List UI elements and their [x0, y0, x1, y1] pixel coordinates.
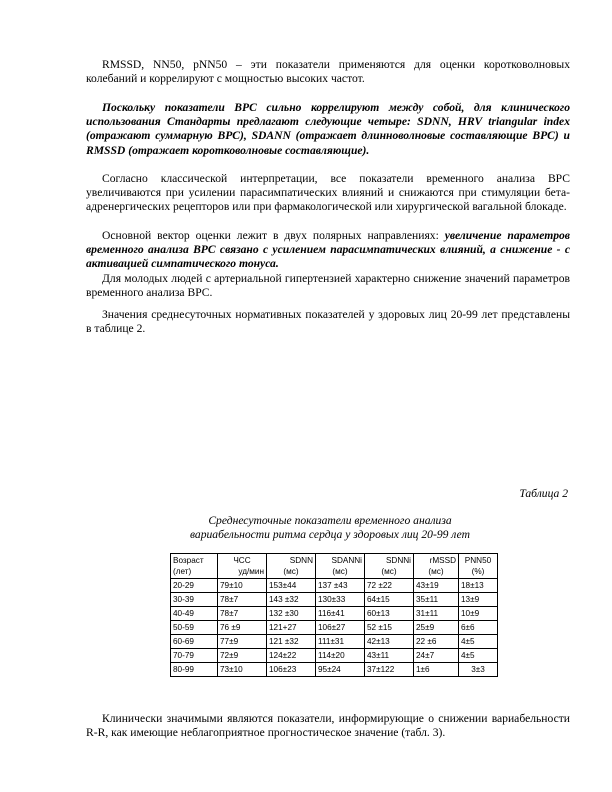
table-cell: 80-99 [171, 663, 218, 677]
table-cell: 77±9 [218, 635, 267, 649]
hrv-norms-table [170, 553, 498, 677]
table-cell: 72±9 [218, 649, 267, 663]
table-row [171, 663, 498, 677]
table-cell: 64±15 [365, 593, 414, 607]
table-cell: 78±7 [218, 607, 267, 621]
paragraph-clinical: Клинически значимыми являются показатели, информирующие о снижении вариабельности R-R, как имеющие неблагоприятное прогностическое значение (табл. 3). [86, 712, 570, 740]
table-cell: 79±10 [218, 579, 267, 593]
table-cell: 3±3 [459, 663, 498, 677]
table-row [171, 593, 498, 607]
table-cell: 43±19 [414, 579, 459, 593]
table-cell: 106±27 [316, 621, 365, 635]
table-cell: 6±6 [459, 621, 498, 635]
paragraph-table-ref: Значения среднесуточных нормативных показателей у здоровых лиц 20-99 лет представлены в таблице 2. [86, 308, 570, 336]
table-cell: 111±31 [316, 635, 365, 649]
table-label: Таблица 2 [519, 487, 568, 500]
table-header-row [171, 554, 498, 579]
table-cell: 121 ±32 [267, 635, 316, 649]
header-sdnni: SDNNi (мс) [365, 554, 414, 579]
table-cell: 114±20 [316, 649, 365, 663]
table-cell: 1±6 [414, 663, 459, 677]
table-cell: 116±41 [316, 607, 365, 621]
table-cell: 95±24 [316, 663, 365, 677]
table-cell: 4±5 [459, 635, 498, 649]
table-title-line-1: Среднесуточные показатели временного анализа [208, 514, 452, 527]
table-cell: 30-39 [171, 593, 218, 607]
table-cell: 106±23 [267, 663, 316, 677]
table-cell: 20-29 [171, 579, 218, 593]
table-row [171, 579, 498, 593]
table-cell: 40-49 [171, 607, 218, 621]
table-cell: 60-69 [171, 635, 218, 649]
table-cell: 60±13 [365, 607, 414, 621]
table-cell: 22 ±6 [414, 635, 459, 649]
table-cell: 76 ±9 [218, 621, 267, 635]
header-sdanni: SDANNi (мс) [316, 554, 365, 579]
table-title-line-2: вариабельности ритма сердца у здоровых лиц 20-99 лет [189, 528, 471, 542]
paragraph-rmssd: RMSSD, NN50, pNN50 – эти показатели применяются для оценки коротковолновых колебаний и коррелируют с мощностью высоких частот. [86, 58, 570, 86]
table-cell: 37±122 [365, 663, 414, 677]
header-pnn50: PNN50 (%) [459, 554, 498, 579]
table-cell: 13±9 [459, 593, 498, 607]
table-cell: 143 ±32 [267, 593, 316, 607]
table-cell: 4±5 [459, 649, 498, 663]
table-cell: 137 ±43 [316, 579, 365, 593]
table-cell: 78±7 [218, 593, 267, 607]
vector-emphasis: увеличение параметров временного анализа ВРС связано с усилением парасимпатических влияний, а снижение - с активацией симпатического тонуса. [86, 229, 570, 271]
table-cell: 43±11 [365, 649, 414, 663]
table-cell: 25±9 [414, 621, 459, 635]
table-cell: 52 ±15 [365, 621, 414, 635]
table-cell: 35±11 [414, 593, 459, 607]
table-cell: 31±11 [414, 607, 459, 621]
paragraph-vector [86, 229, 570, 272]
table-cell: 132 ±30 [267, 607, 316, 621]
paragraph-hypertension: Для молодых людей с артериальной гипертензией характерно снижение значений параметров временного анализа ВРС. [86, 272, 570, 300]
table-row [171, 649, 498, 663]
paragraph-standards: Поскольку показатели ВРС сильно коррелируют между собой, для клинического использования Стандарты предлагают следующие четыре: SDNN, HRV triangular index (отражают суммарную ВРС), SDANN (отражает длинноволновые составляющие ВРС) и RMSSD (отражает коротковолновые составляющие). [86, 101, 570, 157]
table-cell: 72 ±22 [365, 579, 414, 593]
vector-text: Основной вектор оценки лежит в двух полярных направлениях: [102, 229, 445, 242]
table-cell: 50-59 [171, 621, 218, 635]
table-cell: 153±44 [267, 579, 316, 593]
header-rmssd: rMSSD (мс) [414, 554, 459, 579]
table-cell: 124±22 [267, 649, 316, 663]
table-cell: 42±13 [365, 635, 414, 649]
table-cell: 70-79 [171, 649, 218, 663]
table-cell: 121+27 [267, 621, 316, 635]
table-cell: 73±10 [218, 663, 267, 677]
table-cell: 24±7 [414, 649, 459, 663]
table-cell: 10±9 [459, 607, 498, 621]
header-age: Возраст (лет) [171, 554, 218, 579]
table-title [150, 514, 510, 542]
table-row [171, 635, 498, 649]
table-row [171, 607, 498, 621]
paragraph-interpretation: Согласно классической интерпретации, все показатели временного анализа ВРС увеличиваются при усилении парасимпатических влияний и снижаются при стимуляции бета-адренергических рецепторов или при фармакологической или хирургической вагальной блокаде. [86, 172, 570, 214]
header-hr: ЧСС уд/мин [218, 554, 267, 579]
table-cell: 18±13 [459, 579, 498, 593]
table-cell: 130±33 [316, 593, 365, 607]
header-sdnn: SDNN (мс) [267, 554, 316, 579]
table-row [171, 621, 498, 635]
